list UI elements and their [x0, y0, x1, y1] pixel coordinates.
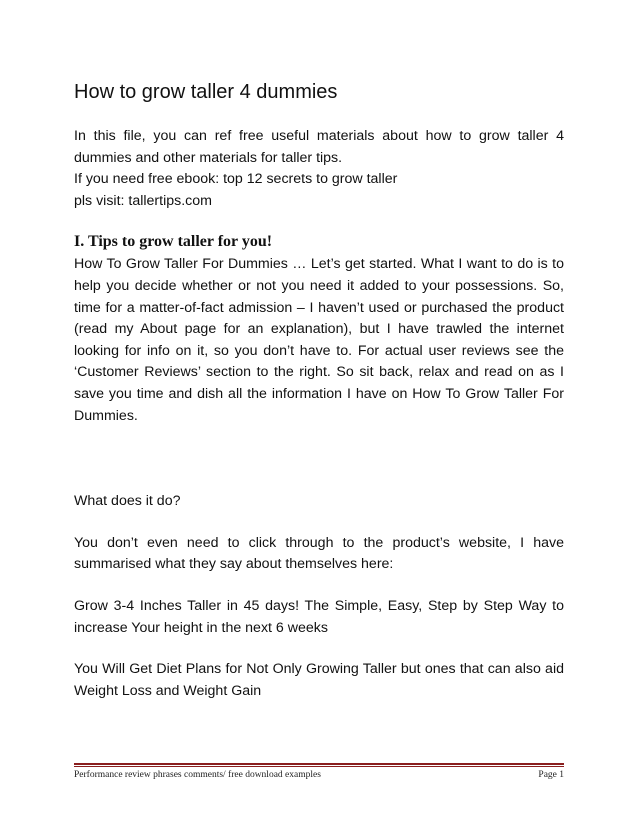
section-heading: I. Tips to grow taller for you!	[74, 233, 273, 251]
footer-rule	[74, 763, 564, 765]
intro-line: In this file, you can ref free useful materials about how to grow taller 4 dummies and other materials for taller tips.	[74, 128, 564, 166]
subheading: What does it do?	[74, 493, 181, 510]
paragraph: You don’t even need to click through to the product’s website, I have summarised what they say about themselves here:	[74, 534, 564, 573]
footer-rule-thin	[74, 766, 564, 767]
document-title: How to grow taller 4 dummies	[74, 81, 338, 103]
footer-left-text: Performance review phrases comments/ free download examples	[74, 770, 321, 780]
paragraph: Grow 3-4 Inches Taller in 45 days! The Simple, Easy, Step by Step Way to increase Your height in the next 6 weeks	[74, 597, 564, 636]
intro-line: pls visit: tallertips.com	[74, 192, 212, 209]
intro-line: If you need free ebook: top 12 secrets to grow taller	[74, 171, 398, 188]
intro-block	[74, 126, 564, 212]
page-content	[74, 78, 564, 702]
section-body: How To Grow Taller For Dummies … Let’s get started. What I want to do is to help you decide whether or not you need it added to your possessions. So, time for a matter-of-fact admission – I haven’t used or purchased the product (read my About page for an explanation), but I have trawled the internet looking for info on it, so you don’t have to. For actual user reviews see the ‘Customer Reviews’ section to the right. So sit back, relax and read on as I save you time and dish all the information I have on How To Grow Taller For Dummies.	[74, 256, 564, 424]
page-number: Page 1	[538, 770, 564, 780]
paragraph: You Will Get Diet Plans for Not Only Growing Taller but ones that can also aid Weight Loss and Weight Gain	[74, 661, 564, 699]
